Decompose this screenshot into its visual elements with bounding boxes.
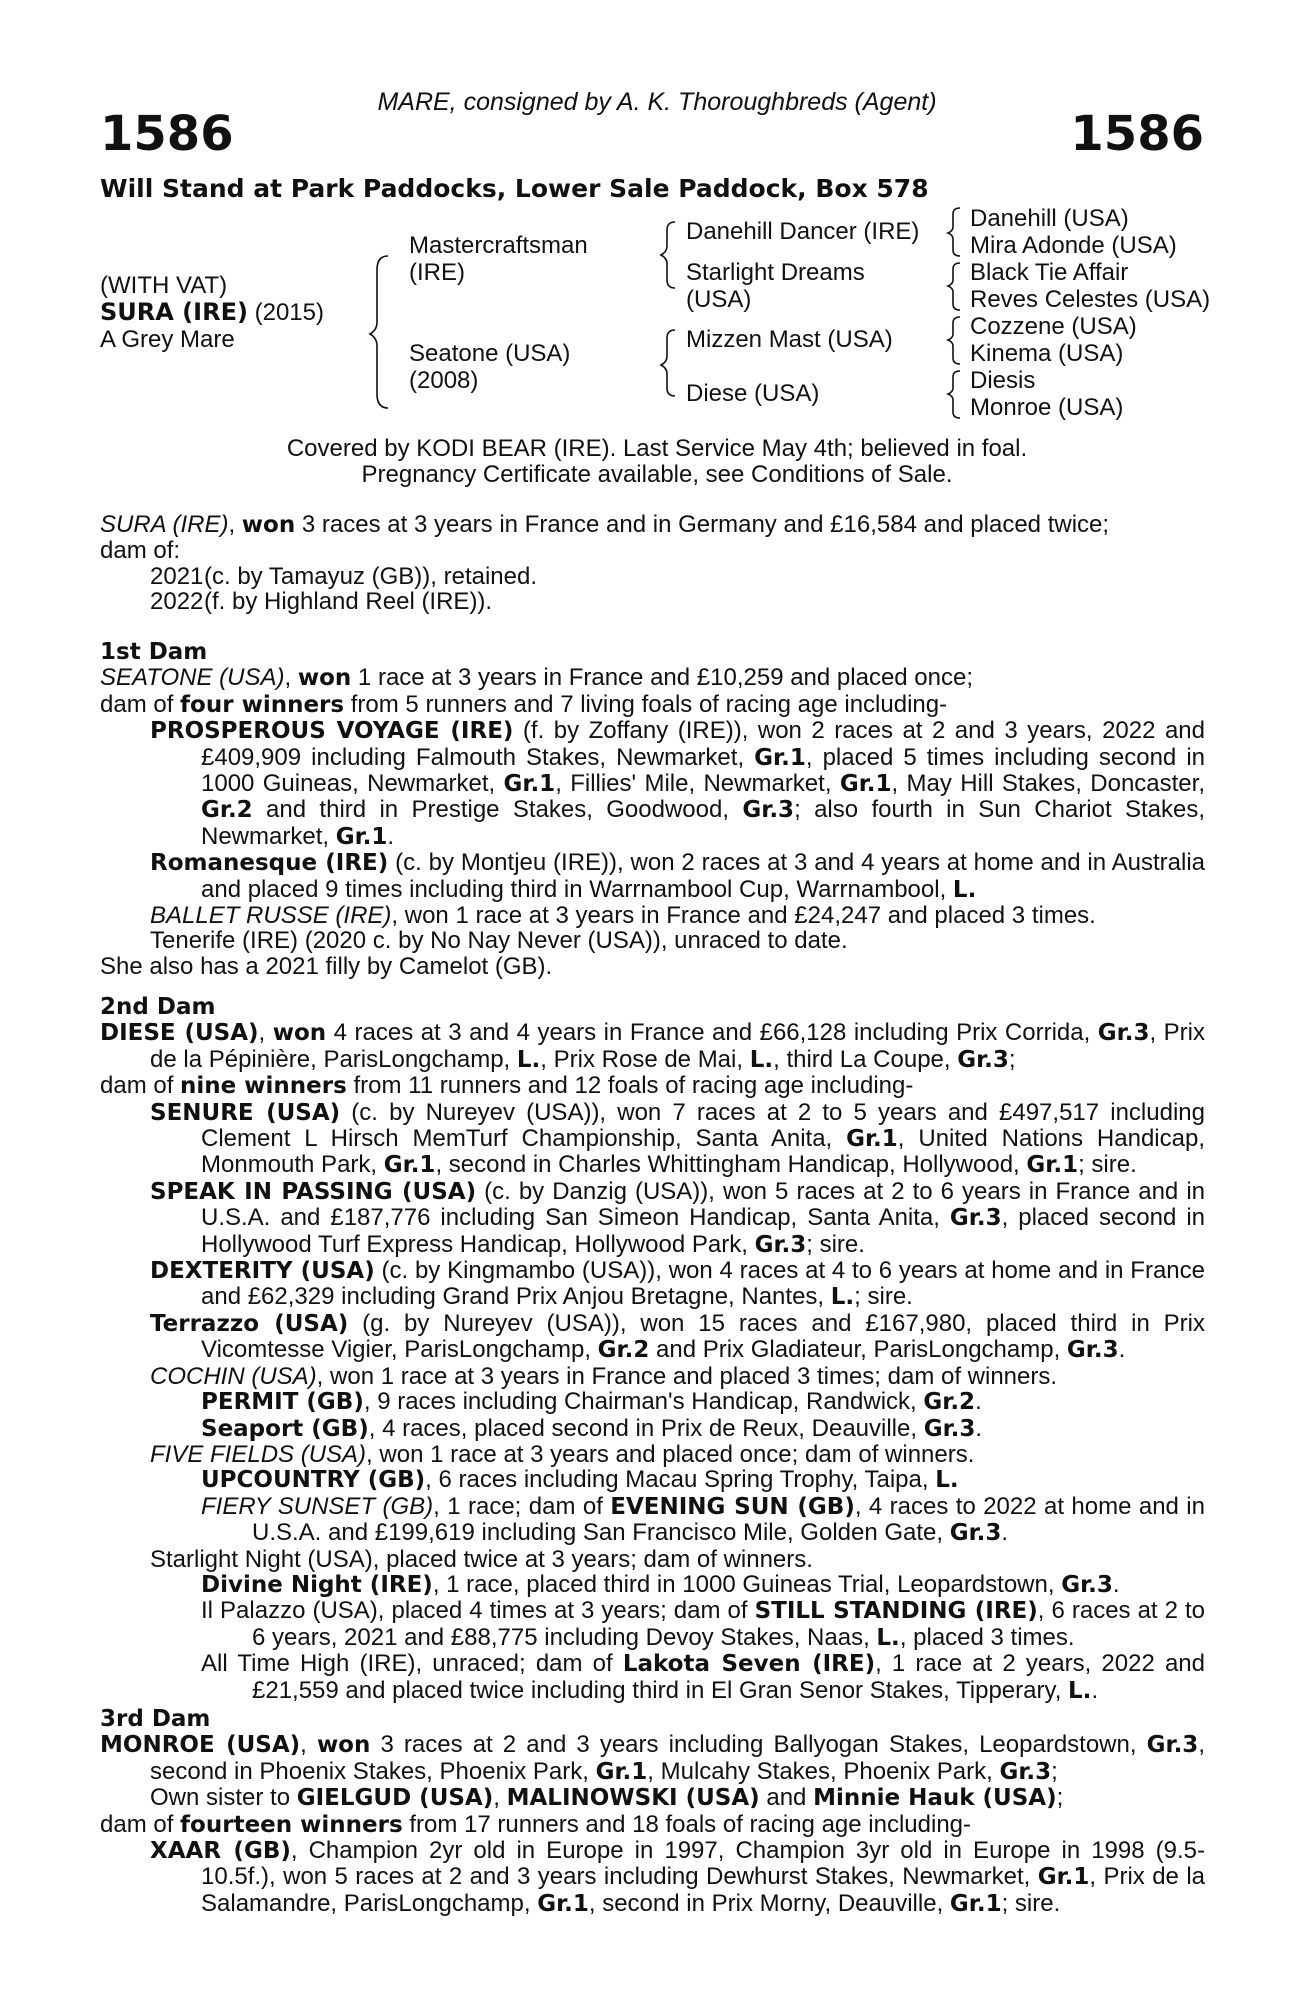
entry-starlight-night: Starlight Night (USA), placed twice at 3 years; dam of winners.	[150, 1545, 813, 1573]
brace-sire	[661, 222, 675, 288]
lot-number-left: 1586	[100, 106, 234, 162]
horse-record: SURA (IRE), won 3 races at 3 years in France and in Germany and £16,584 and placed twice; dam of: 2021 (c. by Tamayuz (GB)), retained. 2022 (f. by Highland Reel (IRE)).	[100, 512, 1205, 615]
sss: Danehill (USA)	[970, 205, 1129, 232]
entry-permit: PERMIT (GB), 9 races including Chairman's Handicap, Randwick, Gr.2.	[201, 1388, 982, 1416]
dds: Diesis	[970, 367, 1036, 394]
lot-number-right: 1586	[1070, 106, 1204, 162]
dsd: Kinema (USA)	[970, 340, 1124, 367]
sds: Black Tie Affair	[970, 259, 1129, 286]
dam: Seatone (USA) (2008)	[409, 340, 571, 394]
third-dam-heading: 3rd Dam	[100, 1706, 211, 1732]
brace-ss	[948, 208, 960, 256]
entry-fiery-sunset: FIERY SUNSET (GB), 1 race; dam of EVENING SUN (GB), 4 races to 2022 at home and in U.S.A. and £199,619 including San Francisco Mile, Golden Gate, Gr.3.	[201, 1492, 1205, 1547]
sire-dam: Starlight Dreams (USA)	[686, 259, 865, 313]
entry-cochin: COCHIN (USA), won 1 race at 3 years in France and placed 3 times; dam of winners.	[150, 1362, 1058, 1390]
entry-upcountry: UPCOUNTRY (GB), 6 races including Macau Spring Trophy, Taipa, L.	[201, 1466, 959, 1494]
entry-all-time-high: All Time High (IRE), unraced; dam of Lakota Seven (IRE), 1 race at 2 years, 2022 and £21,559 and placed twice including third in El Gran Senor Stakes, Tipperary, L..	[201, 1650, 1205, 1704]
foal-2021: 2021 (c. by Tamayuz (GB)), retained.	[150, 562, 537, 590]
covering-note: Covered by KODI BEAR (IRE). Last Service May 4th; believed in foal. Pregnancy Certificate available, see Conditions of Sale.	[286, 435, 1028, 488]
stand-location: Will Stand at Park Paddocks, Lower Sale Paddock, Box 578	[100, 174, 929, 203]
brace-sd	[948, 263, 960, 310]
entry-xaar: XAAR (GB), Champion 2yr old in Europe in 1997, Champion 3yr old in Europe in 1998 (9.5-10.5f.), won 5 races at 2 and 3 years including Dewhurst Stakes, Newmarket, Gr.1, Prix de la Salamandre, ParisLongchamp, Gr.1, second in Prix Morny, Deauville, Gr.1; sire.	[150, 1837, 1205, 1917]
brace-ds	[948, 317, 960, 364]
second-dam-section: 2nd Dam DIESE (USA), won 4 races at 3 and 4 years in France and £66,128 including Prix Corrida, Gr.3, Prix de la Pépinière, ParisLongchamp, L., Prix Rose de Mai, L., third La Coupe, Gr.3; dam of nine winners from 11 runners and 12 foals of racing age including- SENURE (USA) (c. by Nureyev (USA)), won 7 races at 2 to 5 years and £497,517 including Clement L Hirsch MemTurf Championship, Santa Anita, Gr.1, United Nations Handicap, Monmouth Park, Gr.1, second in Charles Whittingham Handicap, Hollywood, Gr.1; sire. SPEAK IN PASSING (USA) (c. by Danzig (USA)), won 5 races at 2 to 6 years in France and in U.S.A. and £187,776 including San Simeon Handicap, Santa Anita, Gr.3, placed second in Hollywood Turf Express Handicap, Hollywood Park, Gr.3; sire. DEXTERITY (USA) (c. by Kingmambo (USA)), won 4 races at 4 to 6 years at home and in France and £62,329 including Grand Prix Anjou Bretagne, Nantes, L.; sire. Terrazzo (USA) (g. by Nureyev (USA)), won 15 races and £167,980, placed third in Prix Vicomtesse Vigier, ParisLongchamp, Gr.2 and Prix Gladiateur, ParisLongchamp, Gr.3. COCHIN (USA), won 1 race at 3 years in France and placed 3 times; dam of winners. PERMIT (GB), 9 races including Chairman's Handicap, Randwick, Gr.2. Seaport (GB), 4 races, placed second in Prix de Reux, Deauville, Gr.3. FIVE FIELDS (USA), won 1 race at 3 years and placed once; dam of winners. UPCOUNTRY (GB), 6 races including Macau Spring Trophy, Taipa, L. FIERY SUNSET (GB), 1 race; dam of EVENING SUN (GB), 4 races to 2022 at home and in U.S.A. and £199,619 including San Francisco Mile, Golden Gate, Gr.3. Starlight Night (USA), placed twice at 3 years; dam of winners. Divine Night (IRE), 1 race, placed third in 1000 Guineas Trial, Leopardstown, Gr.3. Il Palazzo (USA), placed 4 times at 3 years; dam of STILL STANDING (IRE), 6 races at 2 to 6 years, 2021 and £88,775 including Devoy Stakes, Naas, L., placed 3 times. All Time High (IRE), unraced; dam of Lakota Seven (IRE), 1 race at 2 years, 2022 and £21,559 and placed twice including third in El Gran Senor Stakes, Tipperary, L..	[100, 994, 1206, 1704]
dam-dam: Diese (USA)	[686, 380, 820, 407]
entry-speak-in-passing: SPEAK IN PASSING (USA) (c. by Danzig (USA)), won 5 races at 2 to 6 years in France and in U.S.A. and £187,776 including San Simeon Handicap, Santa Anita, Gr.3, placed second in Hollywood Turf Express Handicap, Hollywood Park, Gr.3; sire.	[150, 1177, 1205, 1258]
entry-terrazzo: Terrazzo (USA) (g. by Nureyev (USA)), won 15 races and £167,980, placed third in Prix Vicomtesse Vigier, ParisLongchamp, Gr.2 and Prix Gladiateur, ParisLongchamp, Gr.3.	[150, 1309, 1205, 1364]
entry-romanesque: Romanesque (IRE) (c. by Montjeu (IRE)), won 2 races at 3 and 4 years at home and in Australia and placed 9 times including third in Warrnambool Cup, Warrnambool, L.	[150, 849, 1206, 903]
entry-senure: SENURE (USA) (c. by Nureyev (USA)), won 7 races at 2 to 5 years and £497,517 including Clement L Hirsch MemTurf Championship, Santa Anita, Gr.1, United Nations Handicap, Monmouth Park, Gr.1, second in Charles Whittingham Handicap, Hollywood, Gr.1; sire.	[150, 1098, 1205, 1179]
horse-description: A Grey Mare	[100, 326, 235, 353]
entry-five-fields: FIVE FIELDS (USA), won 1 race at 3 years and placed once; dam of winners.	[150, 1440, 975, 1468]
consignment-line: MARE, consigned by A. K. Thoroughbreds (Agent)	[377, 88, 937, 116]
entry-prosperous-voyage: PROSPEROUS VOYAGE (IRE) (f. by Zoffany (IRE)), won 2 races at 2 and 3 years, 2022 and £409,909 including Falmouth Stakes, Newmarket, Gr.1, placed 5 times including second in 1000 Guineas, Newmarket, Gr.1, Fillies' Mile, Newmarket, Gr.1, May Hill Stakes, Doncaster, Gr.2 and third in Prestige Stakes, Goodwood, Gr.3; also fourth in Sun Chariot Stakes, Newmarket, Gr.1.	[150, 717, 1206, 850]
brace-dam	[661, 330, 675, 396]
second-dam-heading: 2nd Dam	[100, 994, 216, 1020]
horse-name: SURA (IRE)	[100, 298, 248, 326]
foal-2022: 2022 (f. by Highland Reel (IRE)).	[150, 588, 493, 616]
sire-sire: Danehill Dancer (IRE)	[686, 218, 920, 245]
entry-divine-night: Divine Night (IRE), 1 race, placed third in 1000 Guineas Trial, Leopardstown, Gr.3.	[201, 1570, 1120, 1598]
first-dam-section: 1st Dam SEATONE (USA), won 1 race at 3 years in France and £10,259 and placed once; dam of four winners from 5 runners and 7 living foals of racing age including- PROSPEROUS VOYAGE (IRE) (f. by Zoffany (IRE)), won 2 races at 2 and 3 years, 2022 and £409,909 including Falmouth Stakes, Newmarket, Gr.1, placed 5 times including second in 1000 Guineas, Newmarket, Gr.1, Fillies' Mile, Newmarket, Gr.1, May Hill Stakes, Doncaster, Gr.2 and third in Prestige Stakes, Goodwood, Gr.3; also fourth in Sun Chariot Stakes, Newmarket, Gr.1. Romanesque (IRE) (c. by Montjeu (IRE)), won 2 races at 3 and 4 years at home and in Australia and placed 9 times including third in Warrnambool Cup, Warrnambool, L. BALLET RUSSE (IRE), won 1 race at 3 years in France and £24,247 and placed 3 times. Tenerife (IRE) (2020 c. by No Nay Never (USA)), unraced to date. She also has a 2021 filly by Camelot (GB).	[100, 639, 1206, 980]
brace-sire-dam	[370, 256, 388, 408]
entry-il-palazzo: Il Palazzo (USA), placed 4 times at 3 years; dam of STILL STANDING (IRE), 6 races at 2 to 6 years, 2021 and £88,775 including Devoy Stakes, Naas, L., placed 3 times.	[201, 1597, 1206, 1651]
foaling-year: (2015)	[254, 299, 324, 326]
first-dam-heading: 1st Dam	[100, 639, 208, 665]
vat-note: (WITH VAT)	[100, 272, 228, 299]
third-dam-section: 3rd Dam MONROE (USA), won 3 races at 2 and 3 years including Ballyogan Stakes, Leopardstown, Gr.3, second in Phoenix Stakes, Phoenix Park, Gr.1, Mulcahy Stakes, Phoenix Park, Gr.3; Own sister to GIELGUD (USA), MALINOWSKI (USA) and Minnie Hauk (USA); dam of fourteen winners from 17 runners and 18 foals of racing age including- XAAR (GB), Champion 2yr old in Europe in 1997, Champion 3yr old in Europe in 1998 (9.5-10.5f.), won 5 races at 2 and 3 years including Dewhurst Stakes, Newmarket, Gr.1, Prix de la Salamandre, ParisLongchamp, Gr.1, second in Prix Morny, Deauville, Gr.1; sire.	[100, 1706, 1205, 1917]
grand-ancestors	[970, 205, 1210, 421]
brace-dd	[948, 371, 960, 418]
sdd: Reves Celestes (USA)	[970, 286, 1211, 313]
dss: Cozzene (USA)	[970, 313, 1137, 340]
entry-dexterity: DEXTERITY (USA) (c. by Kingmambo (USA)), won 4 races at 4 to 6 years at home and in France and £62,329 including Grand Prix Anjou Bretagne, Nantes, L.; sire.	[150, 1257, 1205, 1311]
entry-ballet-russe: BALLET RUSSE (IRE), won 1 race at 3 years in France and £24,247 and placed 3 times.	[150, 902, 1096, 930]
entry-seaport: Seaport (GB), 4 races, placed second in Prix de Reux, Deauville, Gr.3.	[201, 1414, 983, 1442]
ssd: Mira Adonde (USA)	[970, 232, 1177, 259]
dam-sire: Mizzen Mast (USA)	[686, 326, 893, 353]
entry-tenerife: Tenerife (IRE) (2020 c. by No Nay Never (USA)), unraced to date.	[150, 927, 848, 955]
ddd: Monroe (USA)	[970, 394, 1124, 421]
sire: Mastercraftsman (IRE)	[409, 232, 588, 286]
also-has: She also has a 2021 filly by Camelot (GB).	[100, 952, 553, 980]
